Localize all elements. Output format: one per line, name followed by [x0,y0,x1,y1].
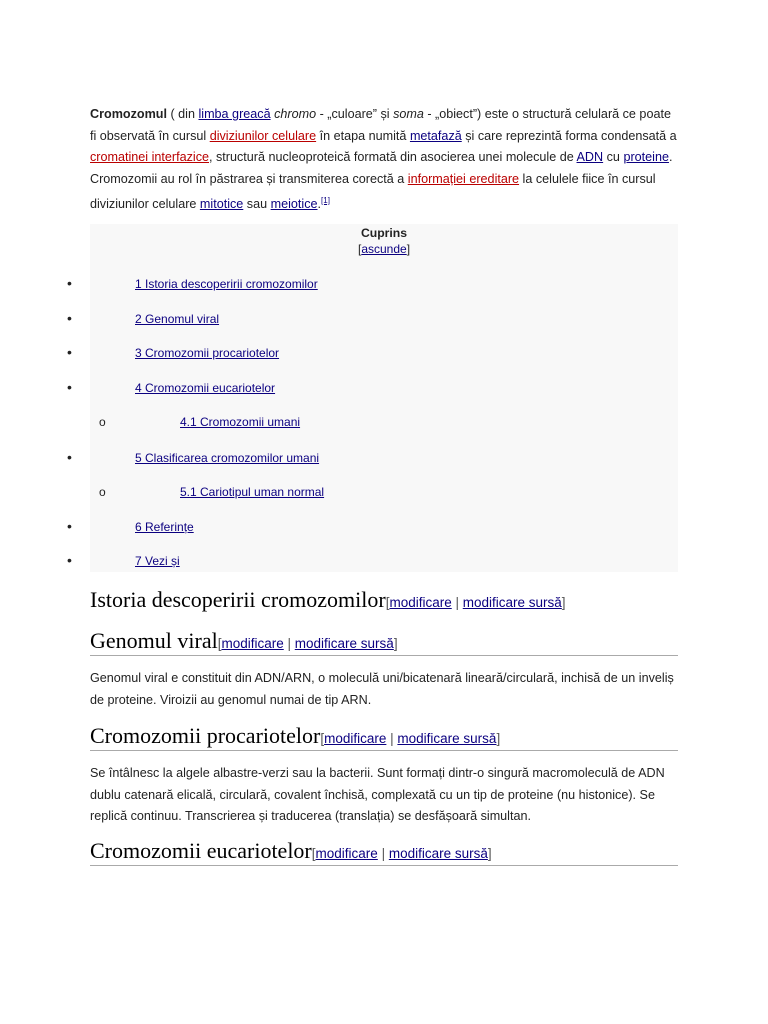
intro-text: sau [243,197,271,212]
word-chromo: chromo [274,107,317,121]
toc-item[interactable]: 5 Clasificarea cromozomilor umani [135,451,320,465]
bracket: [ [357,242,362,256]
toc-item[interactable]: 1 Istoria descoperirii cromozomilor [135,277,318,291]
bracket: [ [385,595,390,610]
section-heading-text: Cromozomii eucariotelor [90,838,312,863]
bracket: ] [496,731,501,746]
edit-section-links [320,731,500,746]
bullet-icon: • [67,344,72,360]
link-cromatina[interactable]: cromatinei interfazice [90,150,209,164]
edit-source-link[interactable]: modificare sursă [388,846,488,861]
toc-hide-link[interactable]: ascunde [361,242,407,256]
toc-item[interactable]: 4.1 Cromozomii umani [180,415,301,429]
intro-text: în etapa numită [316,128,410,143]
bullet-icon: • [67,552,72,568]
intro-text: - „culoare” și [316,107,394,121]
bracket: [ [320,731,325,746]
intro-text: , structură nucleoproteică formată din asocierea unei molecule de [209,150,577,164]
bracket: ] [393,636,398,651]
bracket: [ [217,636,222,651]
toc-item[interactable]: 6 Referințe [135,520,194,534]
toc-item[interactable]: 4 Cromozomii eucariotelor [135,381,276,395]
bracket: ] [487,846,492,861]
word-soma: soma [393,107,424,121]
separator: | [377,846,389,861]
sub-bullet-icon: o [99,415,106,429]
bullet-icon: • [67,518,72,534]
intro-text: cu [603,150,624,164]
toc-title: Cuprins [360,226,408,240]
toc-item[interactable]: 2 Genomul viral [135,312,220,326]
separator: | [283,636,295,651]
edit-link[interactable]: modificare [389,595,452,610]
section-heading [90,723,678,751]
toc-item[interactable]: 7 Vezi și [135,554,180,568]
intro-text: . Cromozomii au rol în păstrarea și transmiterea corectă a [90,150,673,186]
intro-text: - „obiect”) este o structură celulară ce poate fi observată în cursul [90,107,671,143]
edit-link[interactable]: modificare [324,731,387,746]
link-proteine[interactable]: proteine [623,150,669,164]
section-heading-text: Genomul viral [90,628,218,653]
bracket: ] [406,242,411,256]
toc-item[interactable]: 5.1 Cariotipul uman normal [180,485,325,499]
section-heading [90,587,678,613]
link-informatie-ereditara[interactable]: informației ereditare [407,171,520,186]
bullet-icon: • [67,449,72,465]
intro-paragraph [90,104,678,216]
intro-text: . [317,197,322,212]
sub-bullet-icon: o [99,485,106,499]
section-heading [90,628,678,656]
bullet-icon: • [67,275,72,291]
intro-text: și care reprezintă forma condensată a [461,128,677,143]
section-paragraph: Genomul viral e constituit din ADN/ARN, o moleculă uni/bicatenară lineară/circulară, inchisă de un inveliș de proteine. Viroizii au genomul numai de tip ARN. [90,671,674,707]
article-intro-container [90,104,678,216]
link-meiotice[interactable]: meiotice [270,197,318,212]
bracket: ] [561,595,566,610]
link-mitotice[interactable]: mitotice [199,197,244,212]
intro-text: la celulele fiice în cursul diviziunilor celulare [90,171,656,212]
section-heading-text: Istoria descoperirii cromozomilor [90,587,386,612]
edit-source-link[interactable]: modificare sursă [294,636,394,651]
separator: | [451,595,463,610]
edit-section-links [312,846,492,861]
toc-hide-toggle [90,242,678,256]
link-adn[interactable]: ADN [576,150,604,164]
section-heading [90,838,678,866]
edit-link[interactable]: modificare [315,846,378,861]
intro-term: Cromozomul [90,107,167,121]
toc-item[interactable]: 3 Cromozomii procariotelor [135,346,280,360]
edit-section-links [218,636,398,651]
separator: | [386,731,398,746]
reference-link[interactable]: [1] [321,196,330,205]
link-limba-greaca[interactable]: limba greacă [198,107,271,121]
bullet-icon: • [67,379,72,395]
section-paragraph: Se întâlnesc la algele albastre-verzi sau la bacterii. Sunt formați dintr-o singură macromoleculă de ADN dublu catenară elicală, circulară, covalent închisă, complexată cu un tip de proteine (nu histonice). Se replică continuu. Transcrierea și traducerea (translația) se desfășoară simultan. [90,766,665,823]
bracket: [ [311,846,316,861]
link-metafaza[interactable]: metafază [409,128,462,143]
edit-source-link[interactable]: modificare sursă [397,731,497,746]
edit-link[interactable]: modificare [221,636,284,651]
bullet-icon: • [67,310,72,326]
edit-source-link[interactable]: modificare sursă [462,595,562,610]
intro-text: ( din [166,107,199,121]
edit-section-links [386,595,566,610]
section-heading-text: Cromozomii procariotelor [90,723,321,748]
link-diviziuni-celulare[interactable]: diviziunilor celulare [209,128,317,143]
